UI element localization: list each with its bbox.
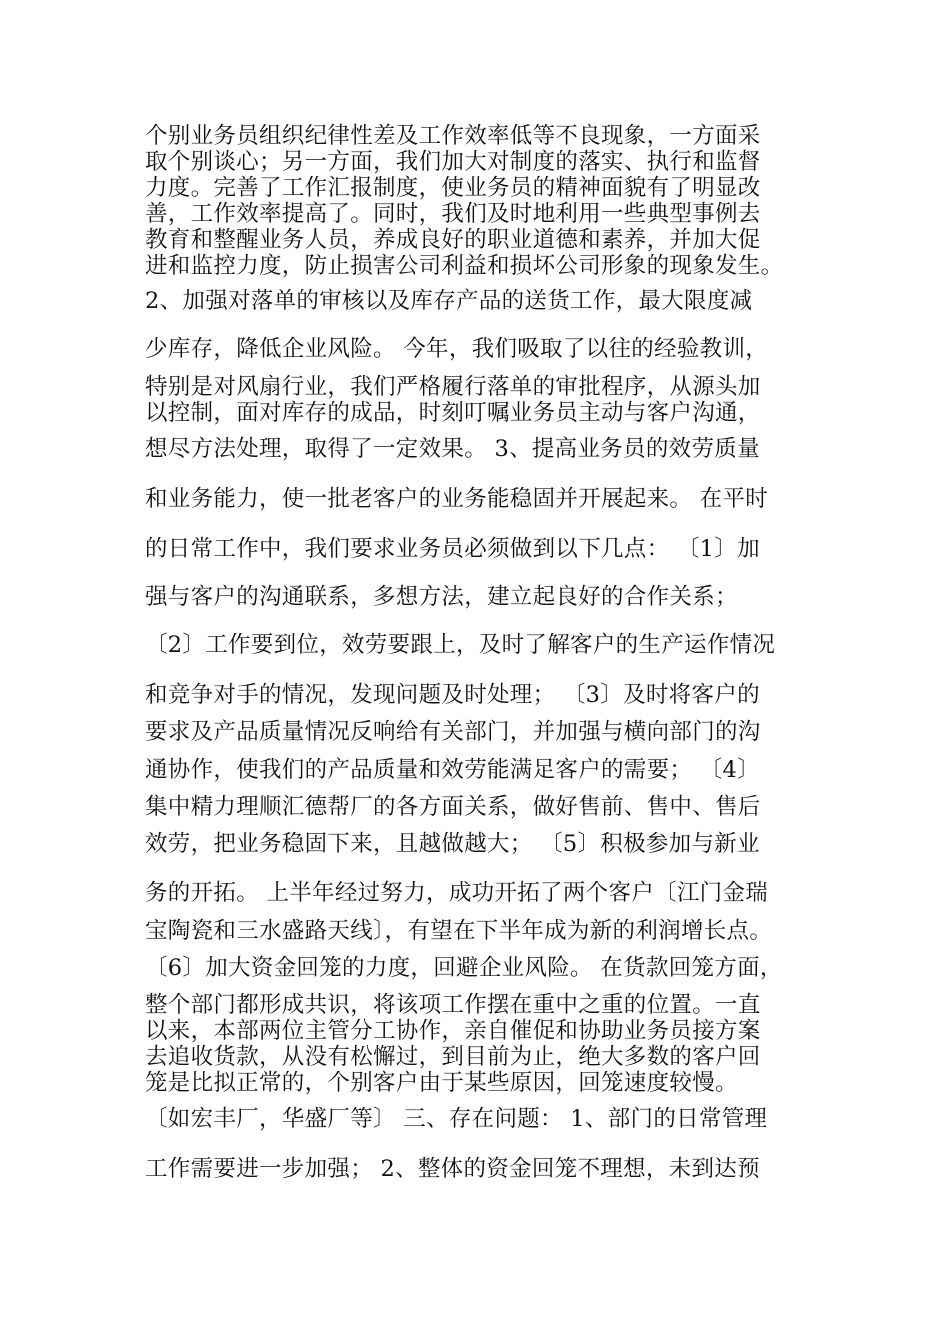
text-line: 想尽方法处理，取得了一定效果。 3、提高业务员的效劳质量	[145, 436, 760, 462]
text-line: 效劳，把业务稳固下来，且越做越大； 〔5〕积极参加与新业	[145, 831, 760, 857]
text-line: 和业务能力，使一批老客户的业务能稳固并开展起来。 在平时	[145, 486, 769, 512]
text-line: 去追收货款，从没有松懈过，到目前为止，绝大多数的客户回	[145, 1044, 761, 1070]
text-line: 通协作，使我们的产品质量和效劳能满足客户的需要； 〔4〕	[145, 757, 760, 783]
text-line: 2、加强对落单的审核以及库存产品的送货工作，最大限度减	[145, 288, 753, 314]
text-line: 取个别谈心；另一方面，我们加大对制度的落实、执行和监督	[145, 149, 761, 175]
text-line: 整个部门都形成共识，将该项工作摆在重中之重的位置。一直	[145, 992, 761, 1018]
text-line: 集中精力理顺汇德帮厂的各方面关系，做好售前、售中、售后	[145, 794, 761, 820]
text-line: 〔6〕加大资金回笼的力度，回避企业风险。 在货款回笼方面，	[145, 955, 783, 981]
text-line: 宝陶瓷和三水盛路天线〕，有望在下半年成为新的利润增长点。	[145, 918, 773, 944]
text-line: 和竞争对手的情况，发现问题及时处理； 〔3〕及时将客户的	[145, 682, 760, 708]
text-line: 工作需要进一步加强； 2、整体的资金回笼不理想，未到达预	[145, 1156, 760, 1182]
text-line: 教育和整醒业务人员，养成良好的职业道德和素养，并加大促	[145, 227, 761, 253]
text-line: 以来，本部两位主管分工协作，亲自催促和协助业务员接方案	[145, 1018, 761, 1044]
text-line: 以控制，面对库存的成品，时刻叮嘱业务员主动与客户沟通，	[145, 400, 761, 426]
text-line: 善，工作效率提高了。同时，我们及时地利用一些典型事例去	[145, 201, 761, 227]
text-line: 个别业务员组织纪律性差及工作效率低等不良现象，一方面采	[145, 123, 761, 149]
text-line: 进和监控力度，防止损害公司利益和损坏公司形象的现象发生。	[145, 253, 784, 279]
text-line: 力度。完善了工作汇报制度，使业务员的精神面貌有了明显改	[145, 175, 761, 201]
text-line: 强与客户的沟通联系，多想方法，建立起良好的合作关系；	[145, 584, 738, 610]
text-line: 笼是比拟正常的，个别客户由于某些原因，回笼速度较慢。	[145, 1070, 738, 1096]
text-line: 〔2〕工作要到位，效劳要跟上，及时了解客户的生产运作情况	[145, 632, 776, 658]
text-line: 的日常工作中，我们要求业务员必须做到以下几点： 〔1〕加	[145, 536, 760, 562]
text-line: 务的开拓。 上半年经过努力，成功开拓了两个客户〔江门金瑞	[145, 880, 769, 906]
text-line: 要求及产品质量情况反响给有关部门，并加强与横向部门的沟	[145, 719, 761, 745]
text-line: 〔如宏丰厂，华盛厂等〕 三、存在问题： 1、部门的日常管理	[145, 1106, 768, 1132]
text-line: 少库存，降低企业风险。 今年，我们吸取了以往的经验教训，	[145, 336, 769, 362]
text-line: 特别是对风扇行业，我们严格履行落单的审批程序，从源头加	[145, 374, 761, 400]
